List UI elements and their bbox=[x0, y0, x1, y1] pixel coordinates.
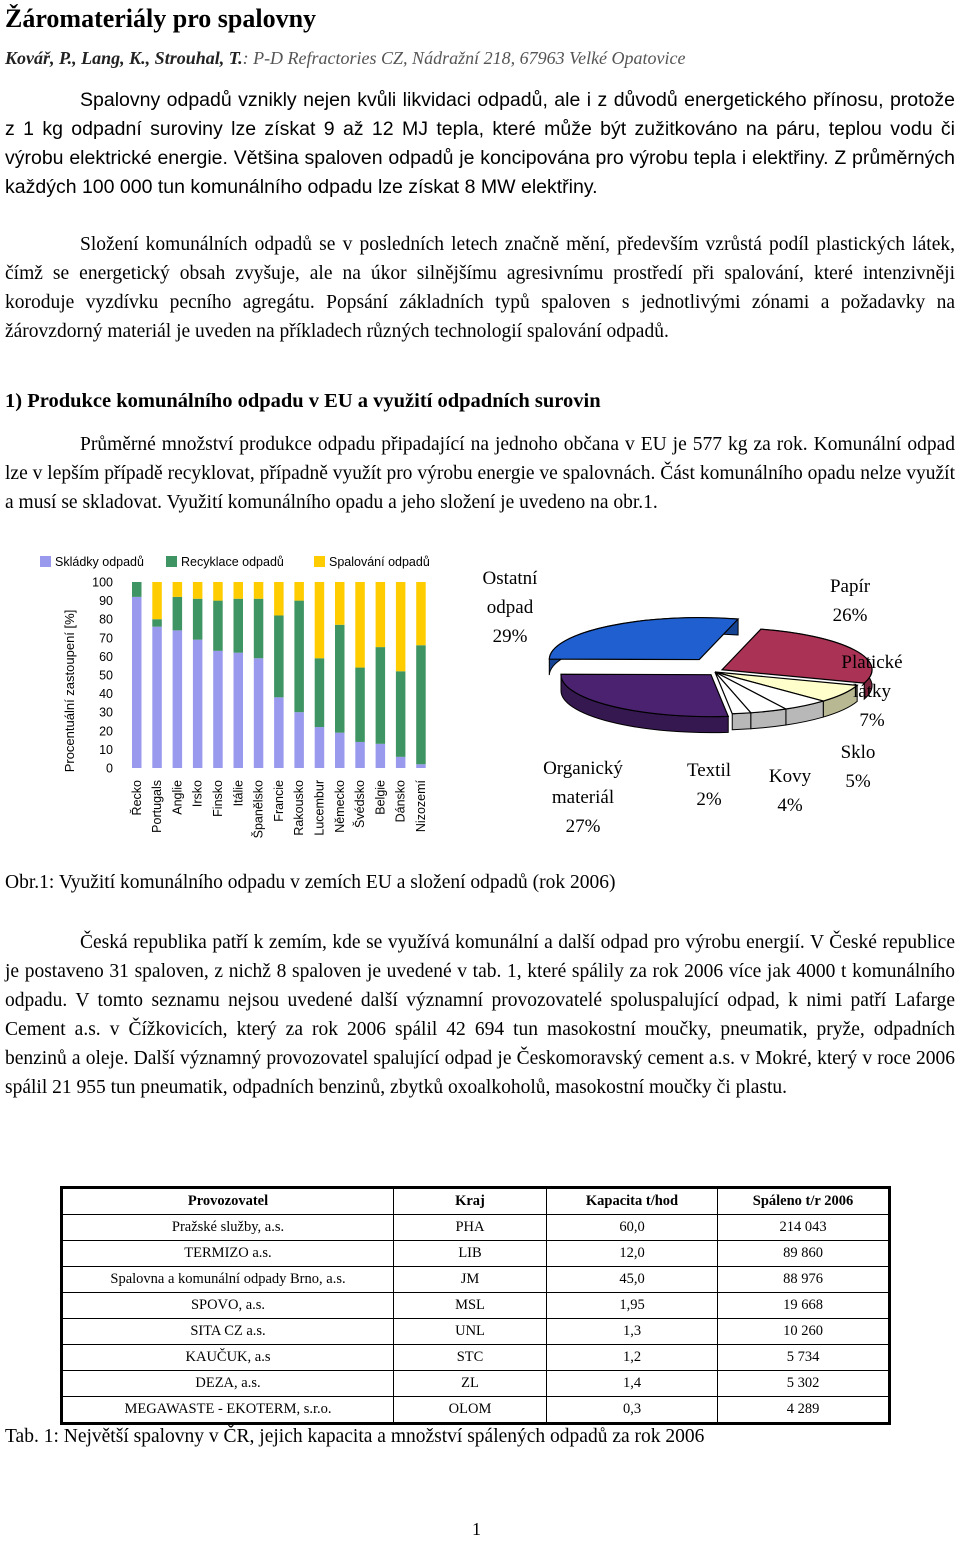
x-tick-label: Švédsko bbox=[353, 780, 368, 828]
x-tick-label: Řecko bbox=[129, 780, 144, 816]
composition-paragraph-text: Složení komunálních odpadů se v posledních letech značně mění, především vzrůstá podíl plastických látek, čímž se energetický obsah zvyšuje, ale na úkor silnějšímu agresivnímu prostředí při spalování, které intenzivněji koroduje vyzdívku pecního agregátu. Popsání základních typů spaloven s jednotlivými zónami a požadavky na žárovzdorný materiál je uveden na příkladech různých technologií spalování odpadů. bbox=[5, 234, 955, 342]
legend-label: Spalování odpadů bbox=[329, 555, 430, 569]
bar-segment bbox=[315, 727, 325, 768]
bar-segment bbox=[152, 627, 162, 768]
bar-segment bbox=[132, 582, 142, 597]
table-cell: 0,3 bbox=[547, 1397, 718, 1423]
bar-segment bbox=[152, 619, 162, 626]
table-cell: Spalovna a komunální odpady Brno, a.s. bbox=[63, 1267, 394, 1293]
table-header-row bbox=[63, 1189, 889, 1215]
table-header-cell: Kraj bbox=[394, 1189, 547, 1215]
bar-segment bbox=[274, 697, 284, 768]
table-cell: 45,0 bbox=[547, 1267, 718, 1293]
bar-segment bbox=[315, 658, 325, 727]
table-cell: 1,2 bbox=[547, 1345, 718, 1371]
bar-segment bbox=[315, 582, 325, 658]
table-row bbox=[63, 1241, 889, 1267]
bar-chart-svg bbox=[40, 548, 460, 858]
table-cell: STC bbox=[394, 1345, 547, 1371]
y-tick-label: 100 bbox=[92, 575, 113, 590]
table-row bbox=[63, 1293, 889, 1319]
bar-segment bbox=[213, 582, 223, 601]
bar-segment bbox=[376, 582, 386, 647]
pie-slice-label: Platické látky 7% bbox=[841, 652, 903, 731]
bar-segment bbox=[132, 597, 142, 768]
composition-paragraph bbox=[5, 230, 955, 346]
pie-slice bbox=[549, 618, 738, 660]
y-tick-label: 50 bbox=[99, 668, 113, 683]
y-tick-label: 80 bbox=[99, 612, 113, 627]
table-cell: TERMIZO a.s. bbox=[63, 1241, 394, 1267]
bar-segment bbox=[193, 599, 203, 640]
table-cell: 214 043 bbox=[718, 1215, 889, 1241]
pie-slice-label: Organický materiál 27% bbox=[543, 758, 623, 837]
table-cell: 19 668 bbox=[718, 1293, 889, 1319]
intro-paragraph bbox=[5, 86, 955, 202]
x-tick-label: Německo bbox=[332, 780, 347, 833]
bar-segment bbox=[376, 647, 386, 744]
table-cell: SITA CZ a.s. bbox=[63, 1319, 394, 1345]
table-cell: PHA bbox=[394, 1215, 547, 1241]
author-affiliation: : P-D Refractories CZ, Nádražní 218, 67963 Velké Opatovice bbox=[242, 48, 686, 68]
bar-segment bbox=[355, 582, 365, 668]
y-tick-label: 40 bbox=[99, 687, 113, 702]
bar-segment bbox=[335, 582, 345, 625]
bar-segment bbox=[254, 658, 263, 768]
x-tick-label: Anglie bbox=[170, 780, 185, 815]
x-tick-label: Itálie bbox=[231, 780, 246, 807]
incinerators-table bbox=[62, 1188, 889, 1423]
pie-chart bbox=[470, 560, 960, 850]
bar-segment bbox=[396, 671, 406, 757]
table-cell: SPOVO, a.s. bbox=[63, 1293, 394, 1319]
table-cell: DEZA, a.s. bbox=[63, 1371, 394, 1397]
table-cell: 89 860 bbox=[718, 1241, 889, 1267]
table-row bbox=[63, 1345, 889, 1371]
y-tick-label: 30 bbox=[99, 705, 113, 720]
bar-segment bbox=[294, 601, 304, 713]
pie-slice-label: Sklo 5% bbox=[840, 742, 876, 792]
page-number: 1 bbox=[472, 1519, 481, 1539]
czech-paragraph bbox=[5, 928, 955, 1102]
bar-segment bbox=[335, 625, 345, 733]
bar-chart-xlabels bbox=[129, 779, 428, 838]
author-line bbox=[5, 48, 686, 69]
bar-segment bbox=[294, 712, 304, 768]
table-cell: JM bbox=[394, 1267, 547, 1293]
legend-label: Recyklace odpadů bbox=[181, 555, 284, 569]
bar-chart-bars bbox=[132, 582, 426, 768]
x-tick-label: Portugals bbox=[150, 780, 165, 833]
table-cell: 5 302 bbox=[718, 1371, 889, 1397]
table-cell: ZL bbox=[394, 1371, 547, 1397]
pie-slice-label: Textil 2% bbox=[686, 760, 732, 810]
legend-swatch bbox=[40, 556, 51, 567]
legend-swatch bbox=[314, 556, 325, 567]
author-names: Kovář, P., Lang, K., Strouhal, T. bbox=[5, 48, 243, 68]
figure-caption: Obr.1: Využití komunálního odpadu v zemích EU a složení odpadů (rok 2006) bbox=[5, 872, 616, 893]
table-row bbox=[63, 1319, 889, 1345]
czech-paragraph-text: Česká republika patří k zemím, kde se využívá komunální a další odpad pro výrobu energií. V České republice je postaveno 31 spaloven, z nichž 8 spaloven je uvedené v tab. 1, které spálily za rok 2006 více jak 4000 t komunálního odpadu. V tomto seznamu nejsou uvedené další významní provozovatelé spoluspalující odpad, k nimi patří Lafarge Cement a.s. v Čížkovicích, který za rok 2006 spálil 42 694 tun masokostní moučky, pneumatik, pryže, odpadních benzinů a oleje. Další významný provozovatel spalující odpad je Českomoravský cement a.s. v Mokré, který v roce 2006 spálil 21 955 tun pneumatik, odpadních benzinů, zbytků oxoalkoholů, masokostní moučky či plastu. bbox=[5, 932, 955, 1098]
x-tick-label: Dánsko bbox=[393, 780, 408, 823]
table-body bbox=[63, 1215, 889, 1423]
table-cell: 12,0 bbox=[547, 1241, 718, 1267]
bar-segment bbox=[234, 653, 244, 768]
y-tick-label: 0 bbox=[106, 761, 113, 776]
table-cell: OLOM bbox=[394, 1397, 547, 1423]
y-tick-label: 70 bbox=[99, 631, 113, 646]
pie-slice-side bbox=[732, 713, 751, 730]
bar-segment bbox=[213, 601, 223, 651]
page-title: Žáromateriály pro spalovny bbox=[5, 4, 317, 33]
bar-segment bbox=[416, 645, 426, 764]
bar-segment bbox=[376, 744, 386, 768]
x-tick-label: Irsko bbox=[190, 780, 205, 808]
table-header-cell: Provozovatel bbox=[63, 1189, 394, 1215]
x-tick-label: Nizozemí bbox=[413, 780, 428, 833]
legend-label: Skládky odpadů bbox=[55, 555, 144, 569]
bar-segment bbox=[416, 582, 426, 645]
table-row bbox=[63, 1371, 889, 1397]
bar-segment bbox=[173, 582, 183, 597]
x-tick-label: Belgie bbox=[373, 780, 388, 815]
bar-segment bbox=[213, 651, 223, 768]
bar-segment bbox=[152, 582, 162, 619]
y-tick-label: 60 bbox=[99, 649, 113, 664]
bar-segment bbox=[396, 582, 406, 671]
bar-segment bbox=[173, 630, 183, 768]
table-row bbox=[63, 1397, 889, 1423]
table-cell: 4 289 bbox=[718, 1397, 889, 1423]
x-tick-label: Francie bbox=[271, 780, 286, 822]
table-row bbox=[63, 1215, 889, 1241]
y-tick-label: 90 bbox=[99, 594, 113, 609]
y-tick-label: 10 bbox=[99, 742, 113, 757]
table-cell: 1,95 bbox=[547, 1293, 718, 1319]
table-cell: KAUČUK, a.s bbox=[63, 1345, 394, 1371]
y-tick-label: 20 bbox=[99, 724, 113, 739]
table-cell: 88 976 bbox=[718, 1267, 889, 1293]
intro-paragraph-text: Spalovny odpadů vznikly nejen kvůli likvidaci odpadů, ale i z důvodů energetického přínosu, protože z 1 kg odpadní suroviny lze získat 9 až 12 MJ tepla, které může být zužitkováno na páru, teplou vodu či výrobu elektrické energie. Většina spaloven odpadů je koncipována pro výrobu tepla i elektřiny. Z průměrných každých 100 000 tun komunálního odpadu lze získat 8 MW elektřiny. bbox=[5, 89, 955, 198]
bar-segment bbox=[355, 668, 365, 742]
bar-chart bbox=[40, 548, 460, 858]
bar-segment bbox=[274, 582, 284, 615]
table-cell: UNL bbox=[394, 1319, 547, 1345]
x-tick-label: Finsko bbox=[210, 780, 225, 817]
x-tick-label: Španělsko bbox=[251, 780, 266, 839]
bar-chart-yaxis bbox=[92, 576, 113, 776]
bar-segment bbox=[274, 615, 284, 697]
table-cell: MSL bbox=[394, 1293, 547, 1319]
x-tick-label: Lucembur bbox=[312, 780, 327, 836]
bar-segment bbox=[234, 582, 244, 599]
bar-segment bbox=[254, 599, 263, 659]
table-cell: LIB bbox=[394, 1241, 547, 1267]
table-cell: 5 734 bbox=[718, 1345, 889, 1371]
bar-segment bbox=[254, 582, 263, 599]
section1-paragraph-text: Průměrné množství produkce odpadu připadající na jednoho občana v EU je 577 kg za rok. Komunální odpad lze v lepším případě recyklovat, případně využít pro výrobu energie ve spalovnách. Část komunálního opadu nelze využít a musí se skladovat. Využití komunálního opadu a jeho složení je uvedeno na obr.1. bbox=[5, 434, 955, 513]
table-cell: 10 260 bbox=[718, 1319, 889, 1345]
section1-paragraph bbox=[5, 430, 955, 517]
bar-segment bbox=[193, 640, 203, 768]
pie-slice-label: Papír 26% bbox=[829, 576, 871, 626]
table-cell: 1,3 bbox=[547, 1319, 718, 1345]
bar-segment bbox=[193, 582, 203, 599]
legend-swatch bbox=[166, 556, 177, 567]
table-caption: Tab. 1: Největší spalovny v ČR, jejich kapacita a množství spálených odpadů za rok 2006 bbox=[5, 1426, 705, 1447]
x-tick-label: Rakousko bbox=[292, 780, 307, 836]
table-cell: Pražské služby, a.s. bbox=[63, 1215, 394, 1241]
section-heading: 1) Produkce komunálního odpadu v EU a využití odpadních surovin bbox=[5, 390, 601, 412]
table-header-cell: Kapacita t/hod bbox=[547, 1189, 718, 1215]
table-row bbox=[63, 1267, 889, 1293]
table-header-cell: Spáleno t/r 2006 bbox=[718, 1189, 889, 1215]
bar-segment bbox=[355, 742, 365, 768]
bar-segment bbox=[173, 597, 183, 630]
bar-segment bbox=[416, 764, 426, 768]
bar-chart-ylabel: Procentuální zastoupení [%] bbox=[62, 609, 77, 773]
table-cell: 60,0 bbox=[547, 1215, 718, 1241]
bar-segment bbox=[294, 582, 304, 601]
pie-slice-label: Ostatní odpad 29% bbox=[482, 568, 538, 647]
bar-segment bbox=[335, 733, 345, 768]
table-cell: 1,4 bbox=[547, 1371, 718, 1397]
bar-segment bbox=[234, 599, 244, 653]
table-cell: MEGAWASTE - EKOTERM, s.r.o. bbox=[63, 1397, 394, 1423]
bar-chart-legend bbox=[40, 555, 430, 569]
pie-slice-label: Kovy 4% bbox=[768, 766, 812, 816]
bar-segment bbox=[396, 757, 406, 768]
